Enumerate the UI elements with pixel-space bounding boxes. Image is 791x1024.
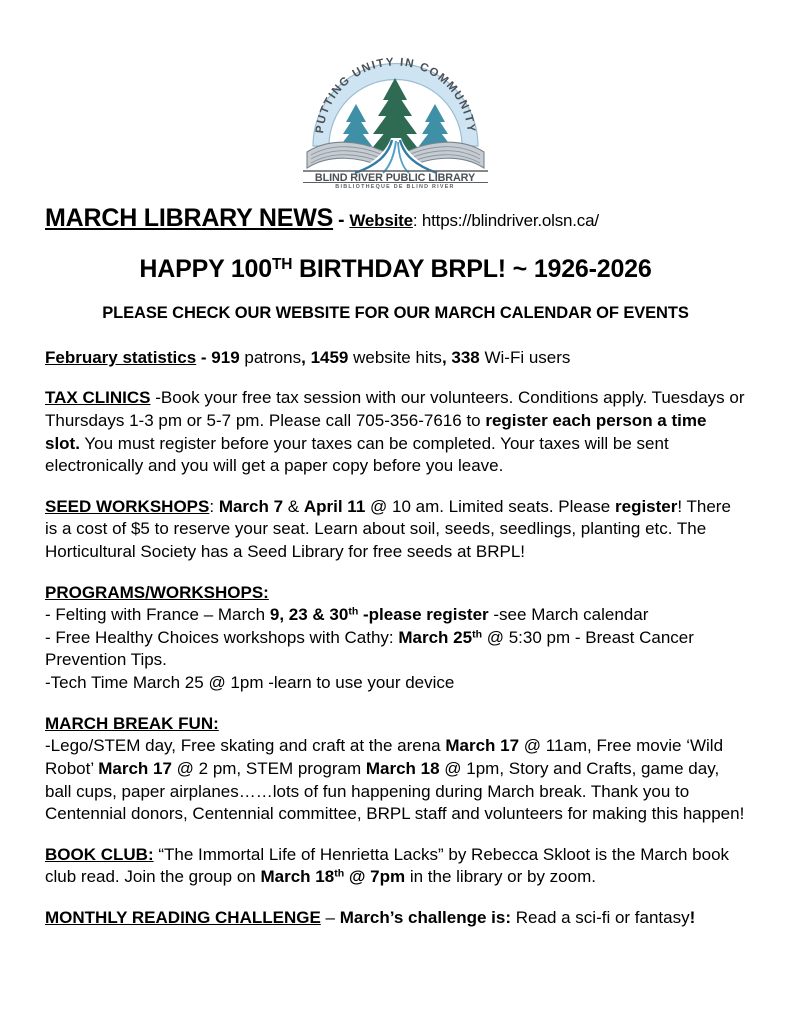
felting-please-register: -please register xyxy=(358,605,489,625)
felting-dates: 9, 23 & 30 xyxy=(269,605,349,625)
reading-challenge-heading: MONTHLY READING CHALLENGE xyxy=(45,907,321,927)
book-club-date-superscript: th xyxy=(334,868,345,881)
stats-patrons-value: 919 xyxy=(211,347,240,367)
website-url[interactable]: https://blindriver.olsn.ca/ xyxy=(421,211,599,230)
library-logo-block xyxy=(45,0,746,190)
programs-item-felting xyxy=(45,604,746,627)
march-break-text-4: @ 1pm, Story and Crafts, game day, ball cups, paper airplanes……lots of fun happening during March break. Thank you to Centennial donors, Centennial committee, BRPL staff and volunteers for making this happen! xyxy=(45,758,745,824)
check-website-notice: PLEASE CHECK OUR WEBSITE FOR OUR MARCH CALENDAR OF EVENTS xyxy=(102,303,689,322)
march-break-text-1: -Lego/STEM day, Free skating and craft at the arena xyxy=(45,736,446,756)
stats-wifi-label: Wi-Fi users xyxy=(479,347,571,367)
seed-workshops-date-2: April 11 xyxy=(303,496,366,516)
reading-challenge-dash: – xyxy=(320,907,340,927)
tax-clinics-bold-1: register each person a time slot. xyxy=(45,410,707,453)
stats-hits-label: website hits xyxy=(348,347,442,367)
birthday-post: BIRTHDAY BRPL! ~ 1926-2026 xyxy=(292,254,652,283)
stats-sep-1: , xyxy=(301,347,311,367)
stats-hits-value: 1459 xyxy=(310,347,349,367)
seed-workshops-bold-register: register xyxy=(615,496,678,516)
birthday-headline xyxy=(45,255,746,284)
seed-workshops-text-3: @ 10 am. Limited seats. Please xyxy=(365,496,615,516)
stats-heading: February statistics xyxy=(45,347,197,367)
healthy-choices-text-1: - Free Healthy Choices workshops with Cathy: xyxy=(45,627,399,647)
book-club-text-2: in the library or by zoom. xyxy=(405,867,596,887)
website-colon: : xyxy=(412,211,422,230)
felting-text-2: -see March calendar xyxy=(488,605,649,625)
march-break-date-2: March 17 xyxy=(98,758,172,778)
website-label: Website xyxy=(349,211,413,230)
felting-text-1: - Felting with France – March xyxy=(45,605,270,625)
stats-patrons-label: patrons xyxy=(239,347,302,367)
reading-challenge-exclamation: ! xyxy=(689,907,696,927)
page-title-line xyxy=(45,204,746,233)
paragraph-february-statistics xyxy=(45,347,746,370)
march-break-date-1: March 17 xyxy=(445,736,520,756)
programs-item-healthy-choices xyxy=(45,627,746,672)
reading-challenge-prompt: March’s challenge is: xyxy=(339,907,512,927)
paragraph-tax-clinics xyxy=(45,387,746,477)
page-title: MARCH LIBRARY NEWS xyxy=(45,204,334,232)
book-club-heading: BOOK CLUB: xyxy=(45,844,154,864)
paragraph-book-club xyxy=(45,844,746,889)
brpl-logo xyxy=(293,42,498,190)
programs-item-tech-time: -Tech Time March 25 @ 1pm -learn to use your device xyxy=(45,673,455,693)
tax-clinics-text-2: You must register before your taxes can be completed. Your taxes will be sent electronically and you will get a paper copy before you leave. xyxy=(45,433,669,476)
birthday-superscript: TH xyxy=(271,255,293,273)
healthy-choices-text-2: @ 5:30 pm - Breast Cancer Prevention Tips. xyxy=(45,627,694,670)
logo-name-fr: BIBLIOTHEQUE DE BLIND RIVER xyxy=(335,184,455,190)
paragraph-programs-workshops xyxy=(45,582,746,695)
programs-heading: PROGRAMS/WORKSHOPS: xyxy=(45,582,269,602)
seed-workshops-text-2: & xyxy=(283,496,304,516)
paragraph-reading-challenge xyxy=(45,907,746,930)
logo-name-en: BLIND RIVER PUBLIC LIBRARY xyxy=(314,172,476,184)
paragraph-march-break-fun xyxy=(45,713,746,826)
seed-workshops-date-1: March 7 xyxy=(218,496,284,516)
book-club-time: @ 7pm xyxy=(344,867,406,887)
reading-challenge-text: Read a sci-fi or fantasy xyxy=(511,907,690,927)
healthy-choices-date-superscript: th xyxy=(472,628,483,641)
book-club-text-1: “The Immortal Life of Henrietta Lacks” by Rebecca Skloot is the March book club read. Join the group on xyxy=(45,844,730,887)
logo-arch-text: PUTTING UNITY IN COMMUNITY xyxy=(314,56,477,134)
march-break-heading: MARCH BREAK FUN: xyxy=(45,713,219,733)
march-break-text-3: @ 2 pm, STEM program xyxy=(171,758,366,778)
march-break-date-3: March 18 xyxy=(365,758,440,778)
felting-dates-superscript: th xyxy=(348,605,359,618)
march-break-text-2: @ 11am, Free movie ‘Wild Robot’ xyxy=(45,736,724,778)
logo-name-bar xyxy=(303,171,488,190)
seed-workshops-text-4: ! There is a cost of $5 to reserve your seat. Learn about soil, seeds, seedlings, planting etc. The Horticultural Society has a Seed Library for free seeds at BRPL! xyxy=(45,496,731,562)
seed-workshops-heading: SEED WORKSHOPS xyxy=(45,496,210,516)
newsletter-body xyxy=(45,347,746,930)
tax-clinics-text-1: -Book your free tax session with our volunteers. Conditions apply. Tuesdays or Thursdays 1-3 pm or 5-7 pm. Please call 705-356-7616 to xyxy=(45,388,745,430)
title-dash: - xyxy=(333,210,350,231)
seed-workshops-text-1: : xyxy=(209,496,219,516)
paragraph-seed-workshops xyxy=(45,496,746,564)
stats-dash: - xyxy=(196,347,212,367)
birthday-pre: HAPPY 100 xyxy=(139,254,272,283)
stats-wifi-value: 338 xyxy=(451,347,480,367)
tax-clinics-heading: TAX CLINICS xyxy=(45,388,151,408)
stats-sep-2: , xyxy=(441,347,452,367)
book-club-date: March 18 xyxy=(260,867,335,887)
healthy-choices-date: March 25 xyxy=(398,627,473,647)
